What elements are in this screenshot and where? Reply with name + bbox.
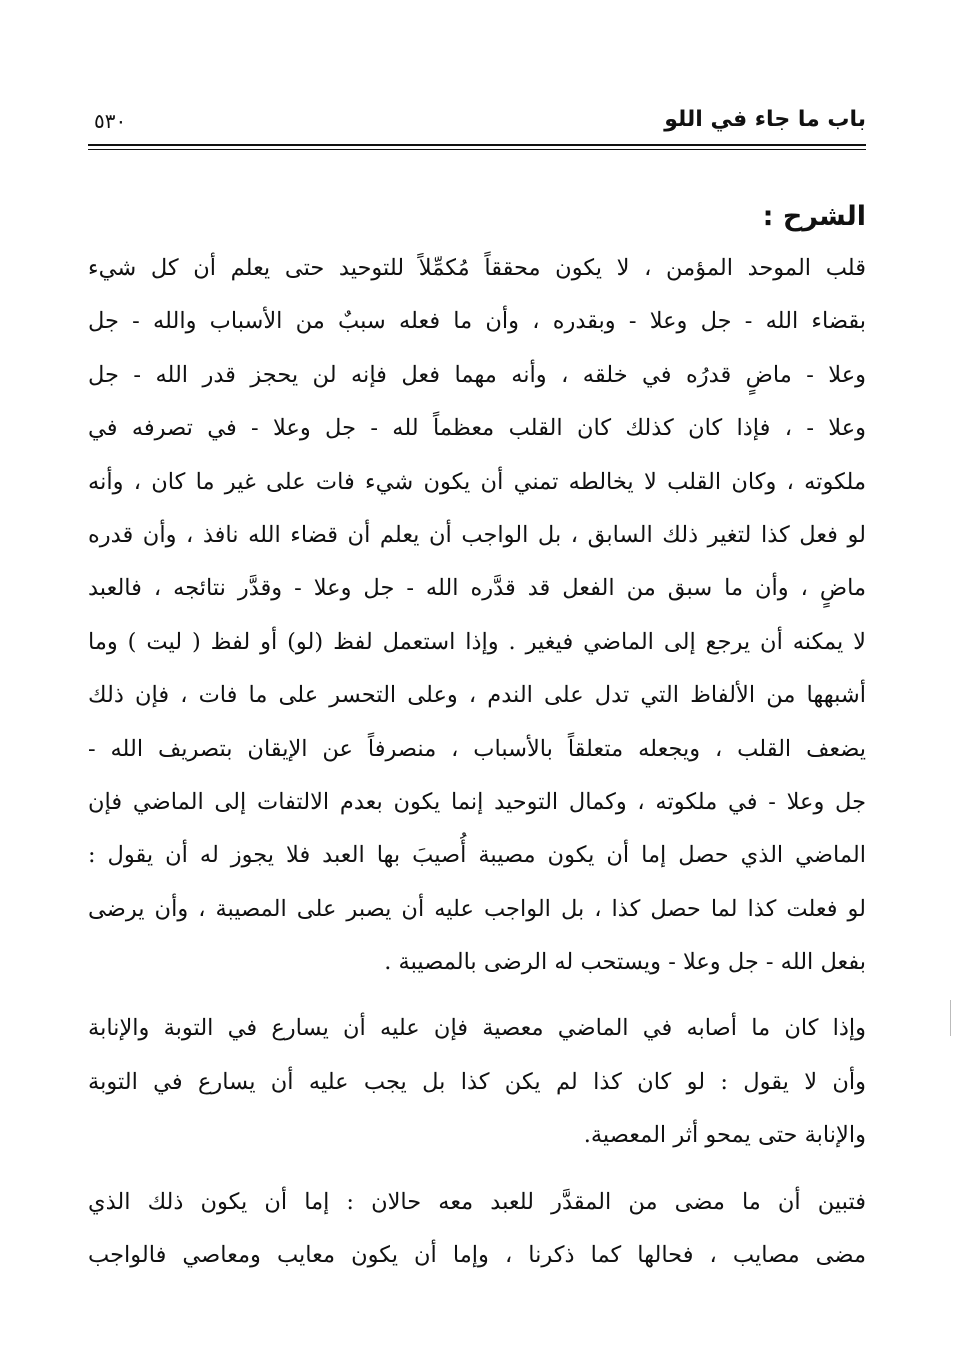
text-line: جل وعلا - في ملكوته ، وكمال التوحيد إنما يكون بعدم الالتفات إلى الماضي فإن bbox=[88, 788, 866, 815]
text-line: ملكوته ، وكان القلب لا يخالطه تمني أن يكون شيء فات على غير ما كان ، وأنه bbox=[88, 468, 866, 495]
text-line: يضعف القلب ، ويجعله متعلقاً بالأسباب ، منصرفاً عن الإيقان بتصريف الله - bbox=[88, 735, 866, 762]
text-line: وإذا كان ما أصابه في الماضي معصية فإن عليه أن يسارع في التوبة والإنابة bbox=[88, 1015, 866, 1042]
page-header bbox=[88, 104, 866, 144]
page-number: ٥٣٠ bbox=[94, 109, 127, 133]
text-line: لو فعل كذا لتغير ذلك السابق ، بل الواجب أن يعلم أن قضاء الله نافذ ، وأن قدره bbox=[88, 521, 866, 548]
text-line: فتبين أن ما مضى من المقدَّر للعبد معه حالان : إما أن يكون ذلك الذي bbox=[88, 1188, 866, 1215]
text-line: لو فعلت كذا لما حصل كذا ، بل الواجب عليه أن يصبر على المصيبة ، وأن يرضى bbox=[88, 895, 866, 922]
section-heading: الشرح : bbox=[762, 201, 866, 232]
paragraph-3 bbox=[88, 1176, 866, 1283]
text-line: لا يمكنه أن يرجع إلى الماضي فيغير . وإذا استعمل لفظ (لو) أو لفظ ( ليت ) وما bbox=[88, 628, 866, 655]
header-rule-thin bbox=[88, 149, 866, 150]
text-line: بفعل الله - جل وعلا - ويستحب له الرضى بالمصيبة . bbox=[384, 949, 866, 976]
text-line: وعلا - ، فإذا كان كذلك كان القلب معظماً لله - جل وعلا - في تصرفه في bbox=[88, 415, 866, 442]
text-line: والإنابة حتى يمحو أثر المعصية. bbox=[583, 1122, 866, 1149]
scan-edge-mark bbox=[950, 1000, 951, 1036]
page-content bbox=[88, 192, 866, 1282]
text-line: وأن لا يقول : لو كان كذا لم يكن كذا بل يجب عليه أن يسارع في التوبة bbox=[88, 1068, 866, 1095]
text-line: بقضاء الله - جل وعلا - وبقدره ، وأن ما فعله سببٌ من الأسباب والله - جل bbox=[88, 308, 866, 335]
text-line: قلب الموحد المؤمن ، لا يكون محققاً مُكمِّلاً للتوحيد حتى يعلم أن كل شيء bbox=[88, 255, 866, 281]
text-line: ماضٍ ، وأن ما سبق من الفعل قد قدَّره الله - جل وعلا - وقدَّر نتائجه ، فالعبد bbox=[88, 575, 866, 602]
header-rule-thick bbox=[88, 144, 866, 146]
text-line: مضى مصايب ، فحالها كما ذكرنا ، وإما أن يكون معايب ومعاصي فالواجب bbox=[88, 1242, 866, 1269]
chapter-title: باب ما جاء في اللو bbox=[664, 107, 866, 132]
paragraph-1 bbox=[88, 242, 866, 989]
text-line: أشبهها من الألفاظ التي تدل على الندم ، وعلى التحسر على ما فات ، فإن ذلك bbox=[88, 682, 866, 709]
paragraph-2 bbox=[88, 1002, 866, 1162]
text-line: الماضي الذي حصل إما أن يكون مصيبة أُصيبَ بها العبد فلا يجوز له أن يقول : bbox=[88, 842, 866, 869]
text-line: وعلا - ماضٍ قدرُه في خلقه ، وأنه مهما فعل فإنه لن يحجز قدر الله - جل bbox=[88, 361, 866, 388]
